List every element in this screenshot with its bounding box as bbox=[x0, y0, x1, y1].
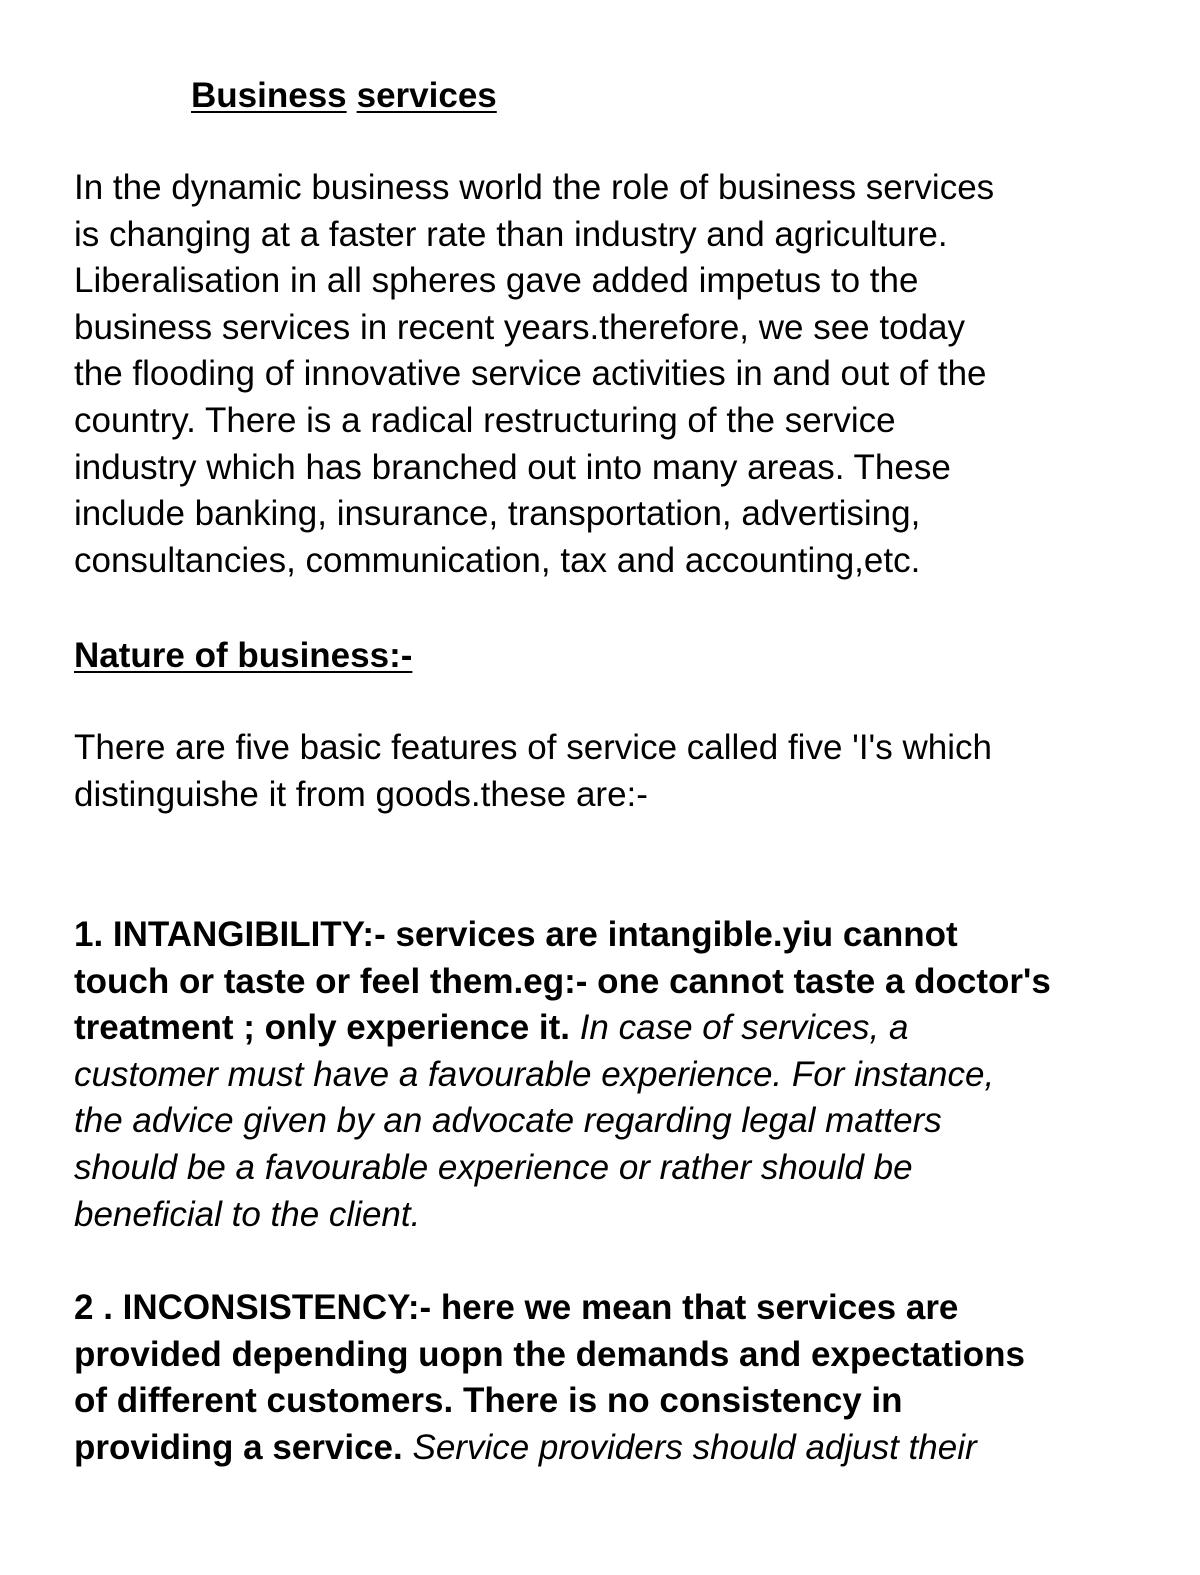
item1-bold-line: 1. INTANGIBILITY:- services are intangible.yiu cannot bbox=[74, 915, 958, 954]
intro-line: In the dynamic business world the role of business services bbox=[74, 168, 995, 207]
item2-bold-text: providing a service. bbox=[74, 1427, 403, 1467]
item-inconsistency bbox=[74, 1285, 1154, 1471]
item1-italic-line: beneficial to the client. bbox=[74, 1194, 421, 1234]
item2-bold-line: provided depending uopn the demands and expectations bbox=[74, 1334, 1025, 1374]
title-word-1: Business bbox=[191, 76, 347, 115]
intro-line: consultancies, communication, tax and accounting,etc. bbox=[74, 540, 921, 580]
item1-italic-line: should be a favourable experience or rather should be bbox=[74, 1147, 913, 1187]
nature-line: distinguishe it from goods.these are:- bbox=[74, 774, 648, 814]
nature-heading: Nature of business:- bbox=[74, 636, 413, 675]
nature-paragraph bbox=[74, 725, 1154, 818]
page-title bbox=[191, 74, 497, 118]
intro-line: the flooding of innovative service activities in and out of the bbox=[74, 354, 987, 394]
item2-bold-line: 2 . INCONSISTENCY:- here we mean that services are bbox=[74, 1288, 959, 1327]
item1-bold-text: treatment ; only experience it. bbox=[74, 1008, 570, 1048]
item1-mixed-line bbox=[74, 1005, 1154, 1052]
item1-bold-line: touch or taste or feel them.eg:- one cannot taste a doctor's bbox=[74, 961, 1051, 1001]
intro-line: is changing at a faster rate than industry and agriculture. bbox=[74, 214, 948, 254]
title-word-2: services bbox=[356, 76, 497, 115]
item2-mixed-line bbox=[74, 1425, 1154, 1472]
item-intangibility bbox=[74, 912, 1154, 1238]
intro-line: industry which has branched out into many areas. These bbox=[74, 447, 951, 487]
intro-line: Liberalisation in all spheres gave added impetus to the bbox=[74, 261, 919, 301]
item1-italic-line: the advice given by an advocate regarding legal matters bbox=[74, 1101, 942, 1141]
intro-line: include banking, insurance, transportation, advertising, bbox=[74, 494, 921, 534]
item2-italic-text: Service providers should adjust their bbox=[402, 1427, 977, 1467]
item1-italic-text: In case of services, a bbox=[569, 1008, 909, 1048]
nature-line: There are five basic features of service called five 'I's which bbox=[74, 728, 992, 767]
intro-line: country. There is a radical restructuring of the service bbox=[74, 400, 896, 440]
intro-paragraph bbox=[74, 165, 1154, 584]
intro-line: business services in recent years.therefore, we see today bbox=[74, 307, 965, 347]
item2-bold-line: of different customers. There is no consistency in bbox=[74, 1381, 903, 1421]
item1-italic-line: customer must have a favourable experience. For instance, bbox=[74, 1054, 995, 1094]
